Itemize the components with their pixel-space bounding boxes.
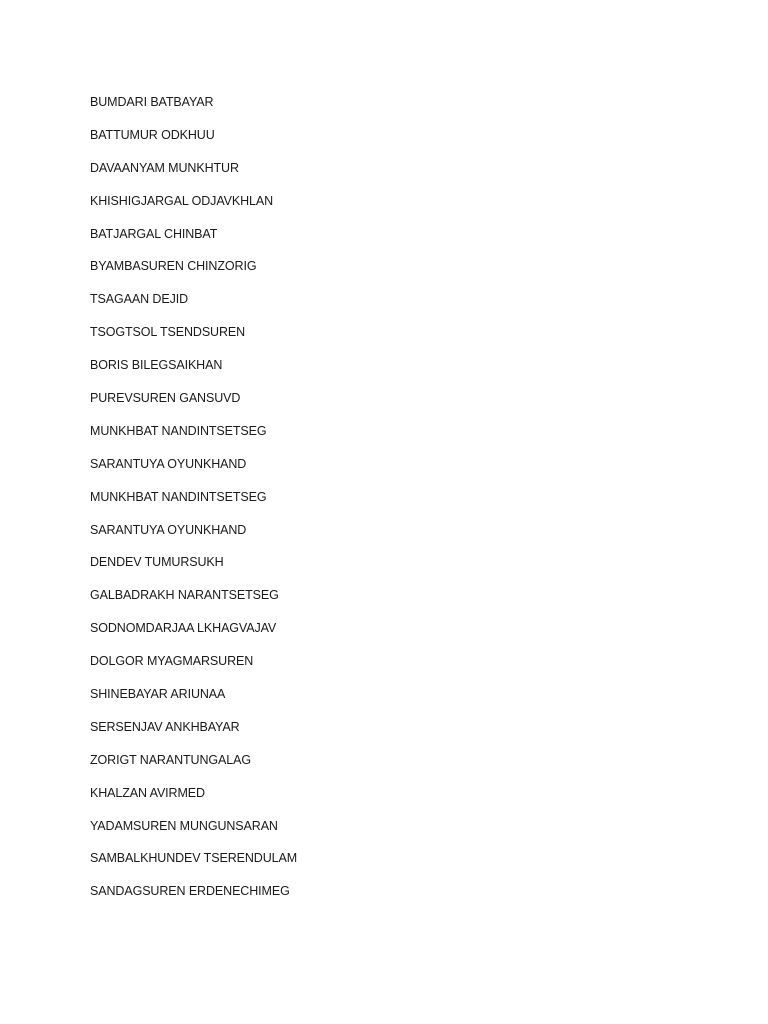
name-line: BYAMBASUREN CHINZORIG — [90, 259, 257, 274]
name-line: YADAMSUREN MUNGUNSARAN — [90, 818, 278, 833]
name-line: SAMBALKHUNDEV TSERENDULAM — [90, 851, 298, 866]
name-line: KHISHIGJARGAL ODJAVKHLAN — [90, 193, 274, 208]
name-line: SHINEBAYAR ARIUNAA — [90, 687, 226, 702]
name-line: TSOGTSOL TSENDSUREN — [90, 325, 246, 340]
name-line: SARANTUYA OYUNKHAND — [90, 456, 247, 471]
name-line: BORIS BILEGSAIKHAN — [90, 358, 223, 373]
name-line: MUNKHBAT NANDINTSETSEG — [90, 489, 267, 504]
name-line: DAVAANYAM MUNKHTUR — [90, 160, 239, 175]
name-line: DOLGOR MYAGMARSUREN — [90, 654, 254, 669]
name-line: ZORIGT NARANTUNGALAG — [90, 752, 251, 767]
name-line: SARANTUYA OYUNKHAND — [90, 522, 247, 537]
name-line: SERSENJAV ANKHBAYAR — [90, 719, 240, 734]
name-list — [90, 94, 297, 916]
name-line: KHALZAN AVIRMED — [90, 785, 205, 800]
name-line: TSAGAAN DEJID — [90, 292, 189, 307]
name-line: SANDAGSUREN ERDENECHIMEG — [90, 884, 290, 899]
name-line: SODNOMDARJAA LKHAGVAJAV — [90, 621, 277, 636]
name-line: MUNKHBAT NANDINTSETSEG — [90, 423, 267, 438]
name-line: BATTUMUR ODKHUU — [90, 127, 215, 142]
name-line: PUREVSUREN GANSUVD — [90, 391, 241, 406]
name-line: BUMDARI BATBAYAR — [90, 95, 214, 109]
name-line: BATJARGAL CHINBAT — [90, 226, 218, 241]
name-line: DENDEV TUMURSUKH — [90, 555, 224, 570]
name-line: GALBADRAKH NARANTSETSEG — [90, 588, 279, 603]
